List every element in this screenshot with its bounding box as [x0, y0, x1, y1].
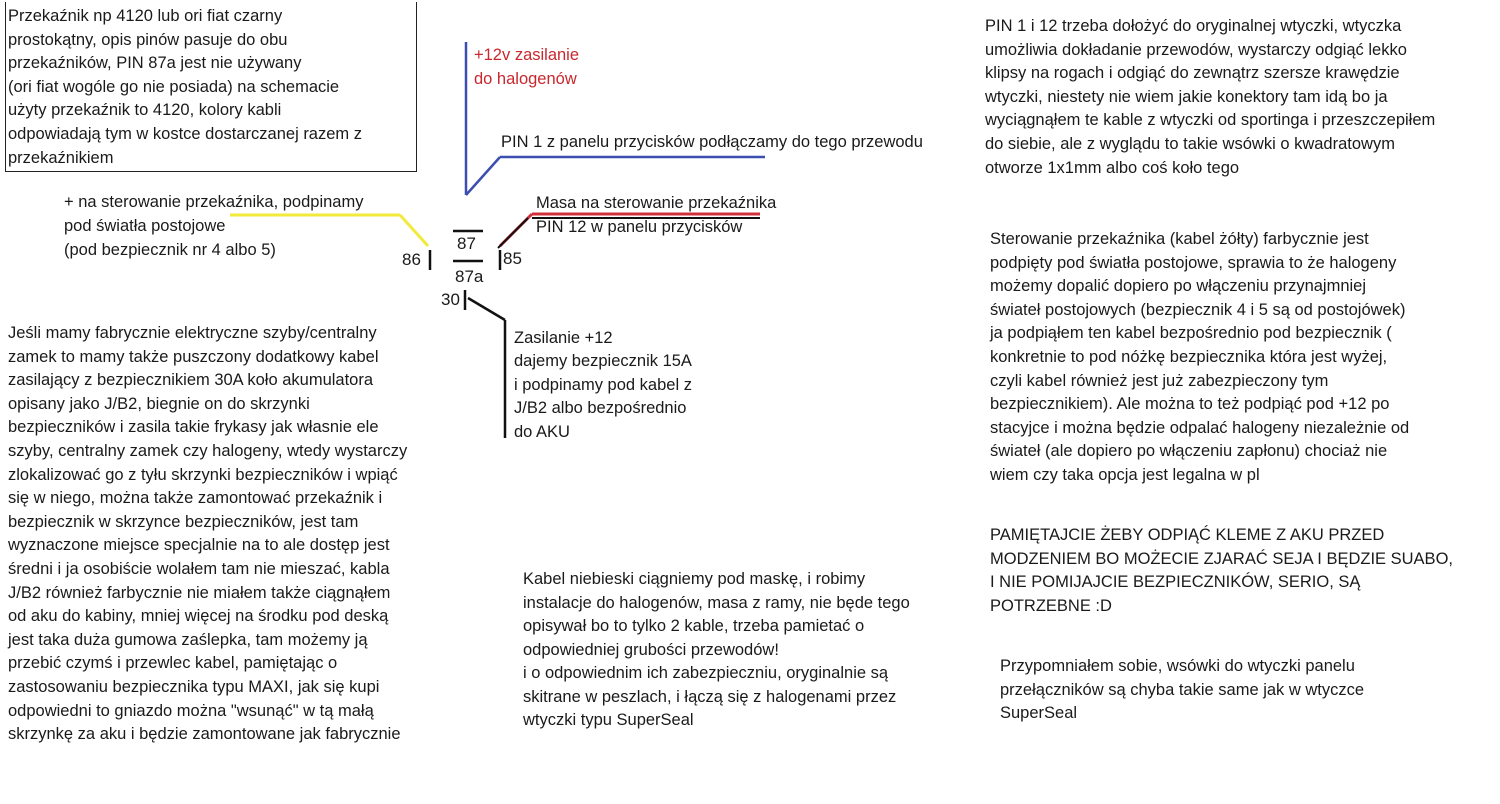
yellow-wire-diagonal: [400, 215, 428, 246]
relay-description: Przekaźnik np 4120 lub ori fiat czarny prostokątny, opis pinów pasuje do obu przekaźników, PIN 87a jest nie używany (ori fiat wogóle go nie posiada) na schemacie użyty przekaźnik to 4120, kolory kabli odpowiadają tym w kostce dostarczanej razem z przekaźnikiem: [8, 7, 362, 167]
pin-85-label: 85: [503, 249, 522, 268]
pin1-label: PIN 1 z panelu przycisków podłączamy do tego przewodu: [501, 133, 923, 151]
reminder-paragraph: Przypomniałem sobie, wsówki do wtyczki panelu przełączników są chyba takie same jak w wtyczce SuperSeal: [1000, 657, 1365, 723]
pin-86-label: 86: [402, 250, 421, 269]
right-middle-paragraph: Sterowanie przekaźnika (kabel żółty) farbycznie jest podpięty pod światła postojowe, sprawia to że halogeny możemy dopalić dopiero po włączeniu przynajmniej świateł postojowych (bezpiecznik 4 i 5 są od postojówek) ja podpiąłem ten kabel bezpośrednio pod bezpiecznik ( konkretnie to pod nóżkę bezpiecznika która jest wyżej, czyli kabel również jest już zabezpieczony tym bezpiecznikiem). Ale można to też podpiąć pod +12 po stacyjce i można będzie odpalać halogeny niezależnie od świateł (ale dopiero po włączeniu zapłonu) chociaż nie wiem czy taka opcja jest legalna w pl: [990, 230, 1410, 484]
pin-87-label: 87: [457, 234, 476, 253]
supply-label: +12v zasilanie do halogenów: [474, 46, 580, 88]
black-wire-diagonal: [498, 218, 528, 248]
left-paragraph: Jeśli mamy fabrycznie elektryczne szyby/centralny zamek to mamy także puszczony dodatkowy kabel zasilający z bezpiecznikiem 30A koło akumulatora opisany jako J/B2, biegnie on do skrzynki bezpieczników i zasila takie frykasy jak własnie ele szyby, centralny zamek czy halogeny, wtedy wystarczy zlokalizować go z tyłu skrzynki bezpieczników i wpiąć się w niego, można także zamontować przekaźnik i bezpiecznik w skrzynce bezpieczników, jest tam wyznaczone miejsce specjalnie na to ale dostęp jest średni i ja osobiście wolałem tam nie mieszać, kabla J/B2 również farbycznie nie miałem także ciągnąłem od aku do kabiny, mniej więcej na środku pod deską jest taka duża gumowa zaślepka, tam możemy ją przebić czymś i przewlec kabel, pamiętając o zastosowaniu bezpiecznika typu MAXI, jak się kupi odpowiedni to gniazdo można "wsunąć" w tą małą skrzynkę za aku i będzie zamontowane jak fabrycznie: [8, 324, 408, 744]
blue-wire-diagonal: [466, 157, 500, 195]
plus-control-label: + na sterowanie przekaźnika, podpinamy pod światła postojowe (pod bezpiecznik nr 4 albo 5): [64, 193, 364, 259]
middle-paragraph: Kabel niebieski ciągniemy pod maskę, i robimy instalacje do halogenów, masa z ramy, nie będe tego opisywał bo to tylko 2 kable, trzeba pamietać o odpowiedniej grubości przewodów! i o odpowiednim ich zabezpieczniu, oryginalnie są skitrane w peszlach, i łączą się z halogenami przez wtyczki typu SuperSeal: [523, 570, 910, 729]
warning-paragraph: PAMIĘTAJCIE ŻEBY ODPIĄĆ KLEME Z AKU PRZED MODZENIEM BO MOŻECIE ZJARAĆ SEJA I BĘDZIE SUABO, I NIE POMIJAJCIE BEZPIECZNIKÓW, SERIO, SĄ POTRZEBNE :D: [990, 526, 1453, 615]
pin-87a-label: 87a: [455, 267, 484, 286]
right-top-paragraph: PIN 1 i 12 trzeba dołożyć do oryginalnej wtyczki, wtyczka umożliwia dokładanie przewodów, wystarczy odgiąć lekko klipsy na rogach i odgiąć do zewnątrz szersze krawędzie wtyczki, niestety nie wiem jakie konektory tam idą bo ja wyciągnąłem te kable z wtyczki od sportinga i przeszczepiłem do siebie, ale z wyglądu to takie wsówki o kwadratowym otworze 1x1mm albo coś koło tego: [985, 17, 1436, 177]
ground-control-label: Masa na sterowanie przekaźnika PIN 12 w panelu przycisków: [536, 194, 777, 236]
black-supply-diagonal: [468, 298, 505, 320]
supply-12-label: Zasilanie +12 dajemy bezpiecznik 15A i podpinamy pod kabel z J/B2 albo bezpośrednio do AKU: [514, 329, 692, 441]
pin-30-label: 30: [441, 290, 460, 309]
